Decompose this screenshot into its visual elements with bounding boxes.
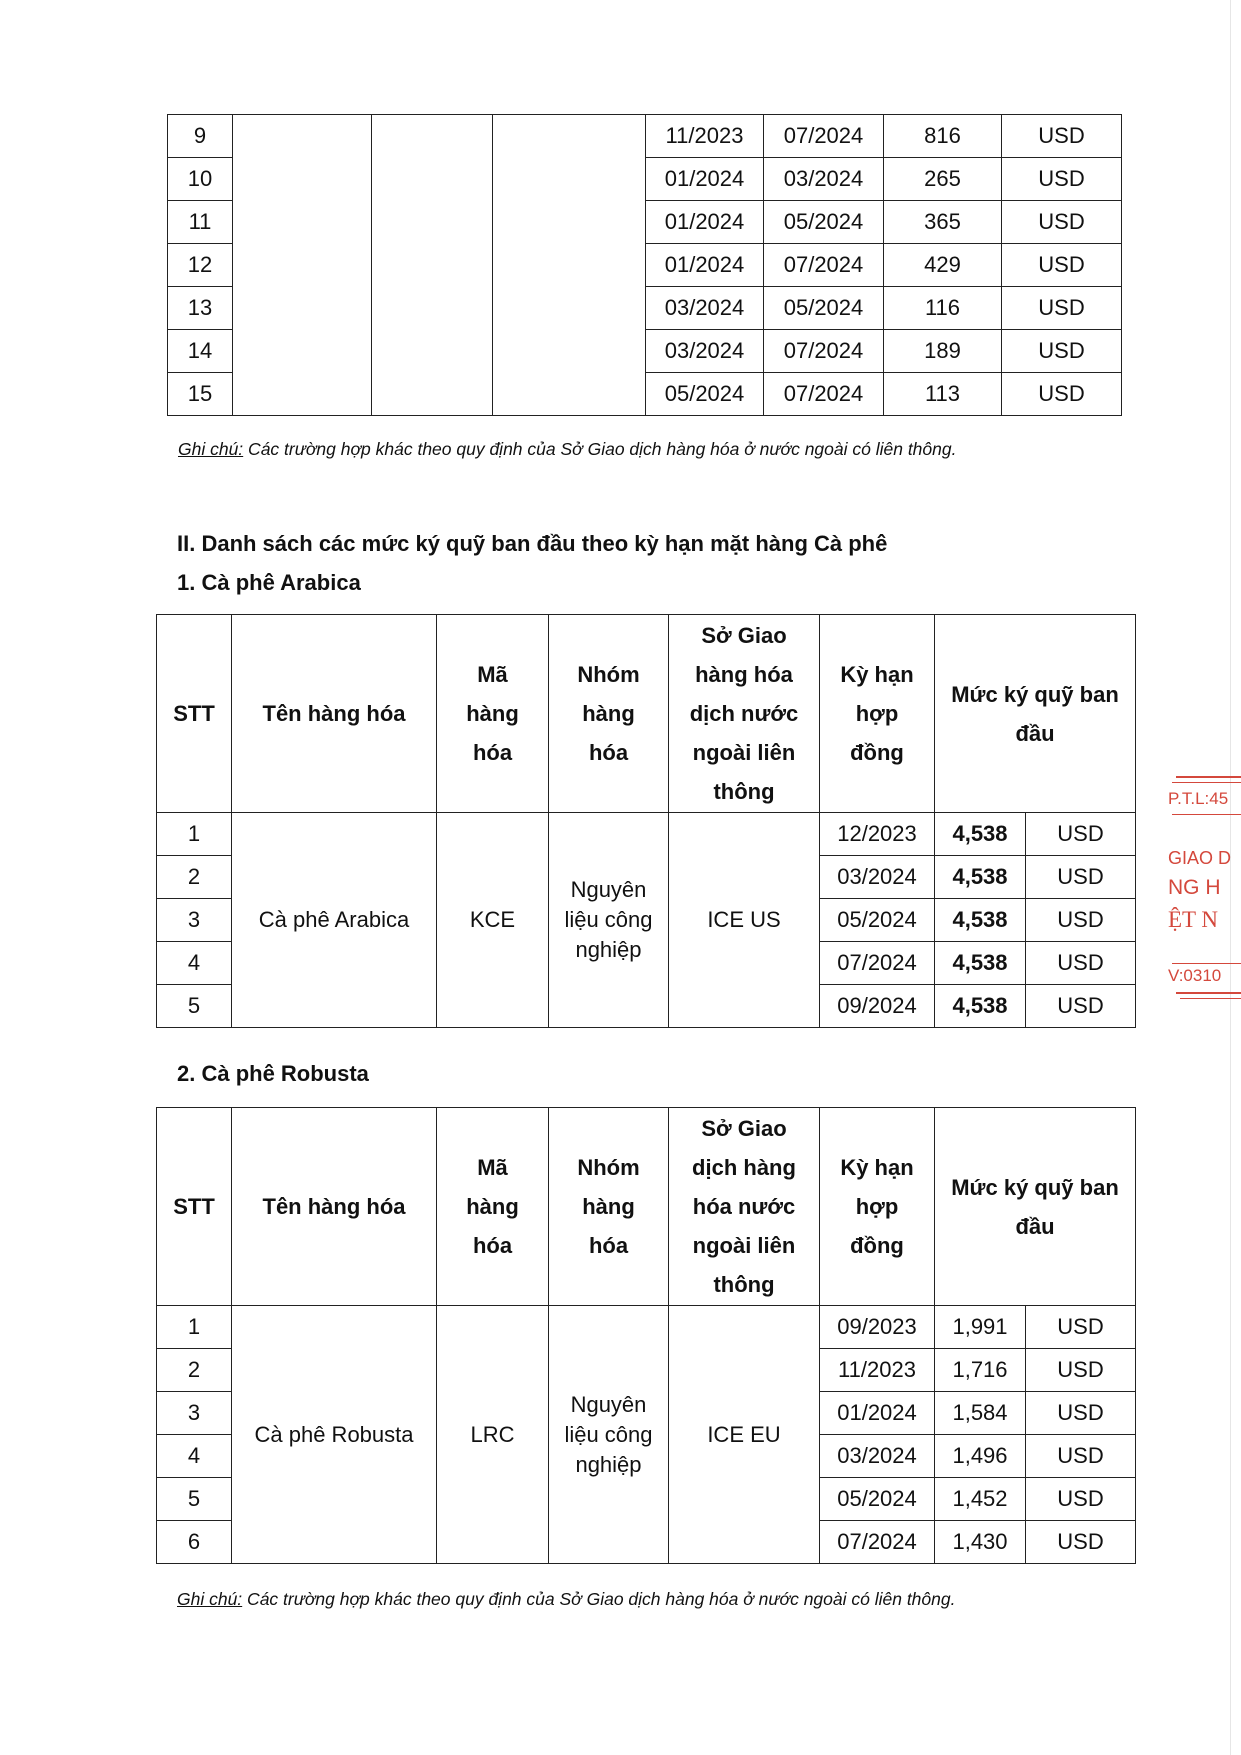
stamp-text: ỆT N — [1168, 907, 1219, 932]
arabica-title: 1. Cà phê Arabica — [177, 570, 361, 595]
empty-cell — [372, 115, 493, 416]
table-row: 5 05/2024 1,452 USD — [157, 1478, 1136, 1521]
header-code: Mã hàng hóa — [437, 615, 549, 813]
arabica-margin-table — [156, 614, 1136, 1028]
header-exchange: Sở Giao hàng hóa dịch nước ngoài liên thông — [669, 615, 820, 813]
header-row — [157, 615, 1136, 813]
stamp-line — [1172, 814, 1241, 815]
header-code: Mã hàng hóa — [437, 1108, 549, 1306]
commodity-code: KCE — [437, 813, 549, 1028]
header-exchange: Sở Giao dịch hàng hóa nước ngoài liên thông — [669, 1108, 820, 1306]
exchange: ICE EU — [669, 1306, 820, 1564]
table-row: 12 01/2024 07/2024 429 USD — [168, 244, 1122, 287]
section-title: II. Danh sách các mức ký quỹ ban đầu theo kỳ hạn mặt hàng Cà phê — [177, 531, 888, 556]
table-row: 13 03/2024 05/2024 116 USD — [168, 287, 1122, 330]
header-term: Kỳ hạn hợp đồng — [820, 1108, 935, 1306]
continued-margin-table — [167, 114, 1122, 416]
empty-cell — [493, 115, 646, 416]
commodity-name: Cà phê Robusta — [232, 1306, 437, 1564]
commodity-name: Cà phê Arabica — [232, 813, 437, 1028]
table-row: 10 01/2024 03/2024 265 USD — [168, 158, 1122, 201]
table-row: 14 03/2024 07/2024 189 USD — [168, 330, 1122, 373]
table-row: 9 11/2023 07/2024 816 USD — [168, 115, 1122, 158]
table-row: 15 05/2024 07/2024 113 USD — [168, 373, 1122, 416]
header-group: Nhóm hàng hóa — [549, 615, 669, 813]
note-2: Ghi chú: Các trường hợp khác theo quy định của Sở Giao dịch hàng hóa ở nước ngoài có liên thông. — [177, 1589, 956, 1609]
header-row — [157, 1108, 1136, 1306]
stamp-line — [1172, 782, 1241, 783]
note-1: Ghi chú: Các trường hợp khác theo quy định của Sở Giao dịch hàng hóa ở nước ngoài có liên thông. — [178, 439, 957, 459]
stamp-text: GIAO D — [1168, 848, 1232, 868]
header-name: Tên hàng hóa — [232, 1108, 437, 1306]
empty-cell — [233, 115, 372, 416]
commodity-group: Nguyên liệu công nghiệp — [549, 1306, 669, 1564]
stamp-text: P.T.L:45 — [1168, 789, 1229, 808]
header-margin: Mức ký quỹ ban đầu — [935, 615, 1136, 813]
header-stt: STT — [157, 615, 232, 813]
stamp-text: NG H — [1168, 876, 1221, 899]
table-row: 2 11/2023 1,716 USD — [157, 1349, 1136, 1392]
stamp-line — [1180, 998, 1241, 999]
header-margin: Mức ký quỹ ban đầu — [935, 1108, 1136, 1306]
robusta-title: 2. Cà phê Robusta — [177, 1061, 369, 1086]
header-stt: STT — [157, 1108, 232, 1306]
table-row: 1 Cà phê Arabica KCE Nguyên liệu công nghiệp ICE US 12/2023 4,538 USD — [157, 813, 1136, 856]
header-term: Kỳ hạn hợp đồng — [820, 615, 935, 813]
table-row: 5 09/2024 4,538 USD — [157, 985, 1136, 1028]
header-name: Tên hàng hóa — [232, 615, 437, 813]
table-row: 1 Cà phê Robusta LRC Nguyên liệu công nghiệp ICE EU 09/2023 1,991 USD — [157, 1306, 1136, 1349]
stamp-line — [1176, 992, 1241, 994]
robusta-margin-table — [156, 1107, 1136, 1564]
table-row: 4 03/2024 1,496 USD — [157, 1435, 1136, 1478]
table-row: 11 01/2024 05/2024 365 USD — [168, 201, 1122, 244]
stamp-line — [1176, 776, 1241, 778]
table-row: 3 05/2024 4,538 USD — [157, 899, 1136, 942]
stamp-text: V:0310 — [1168, 966, 1222, 985]
stamp-line — [1172, 963, 1241, 964]
table-row: 3 01/2024 1,584 USD — [157, 1392, 1136, 1435]
commodity-group: Nguyên liệu công nghiệp — [549, 813, 669, 1028]
commodity-code: LRC — [437, 1306, 549, 1564]
table-row: 4 07/2024 4,538 USD — [157, 942, 1136, 985]
exchange: ICE US — [669, 813, 820, 1028]
header-group: Nhóm hàng hóa — [549, 1108, 669, 1306]
table-row: 2 03/2024 4,538 USD — [157, 856, 1136, 899]
table-row: 6 07/2024 1,430 USD — [157, 1521, 1136, 1564]
